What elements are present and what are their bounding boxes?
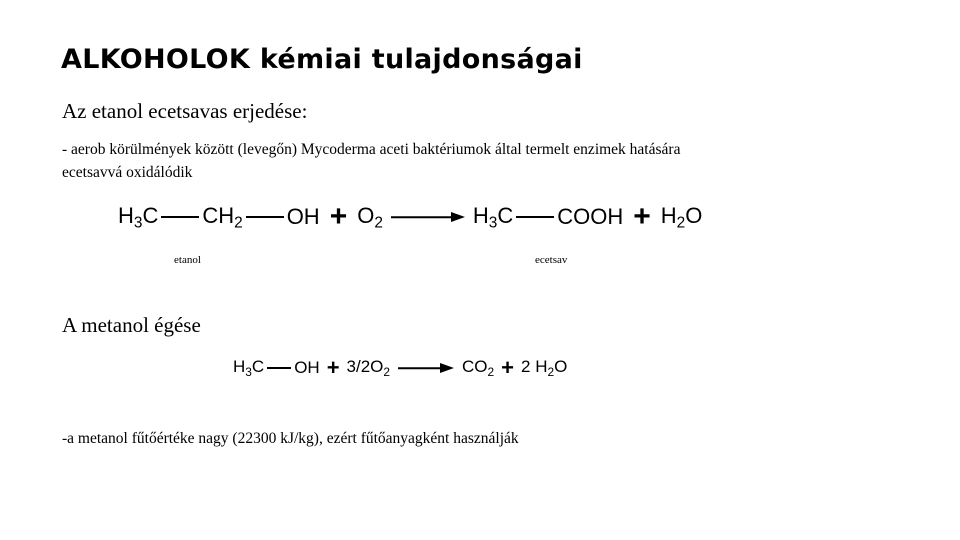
bond-line (161, 216, 199, 218)
plus-sign: + (329, 200, 348, 233)
bond-line (516, 216, 554, 218)
reaction-arrow-icon (398, 362, 454, 374)
plus-sign: + (326, 355, 340, 380)
reactant-oxygen: $O_2$ (357, 203, 383, 232)
product-co2: $CO_2$ (462, 357, 495, 380)
slide-title: ALKOHOLOK kémiai tulajdonságai (61, 44, 583, 75)
reactant-methanol: $H_3C$ (233, 357, 265, 380)
product-water: $H_2O$ (660, 203, 703, 232)
reaction-arrow-icon (391, 210, 465, 224)
section-heading-methanol: A metanol égése (62, 313, 201, 337)
reactant-ethanol: $H_3C$ (118, 203, 159, 232)
section-heading-ethanol: Az etanol ecetsavas erjedése: (62, 99, 308, 123)
ethanol-description-line1: - aerob körülmények között (levegőn) Mycoderma aceti baktériumok által termelt enzimek hatására (62, 141, 681, 158)
bond-line (246, 216, 284, 218)
reactant-oxygen: $3/2O_2$ (346, 357, 391, 380)
product-water: 2 $H_2O$ (521, 357, 568, 380)
ethanol-description-line2: ecetsavvá oxidálódik (62, 164, 193, 181)
label-ecetsav: ecetsav (535, 254, 568, 266)
plus-sign: + (633, 200, 651, 233)
ethanol-fermentation-equation: $H_3C$ $CH_2$ OH + $O_2$ $H_3C$ COOH + $H_2O$ (118, 200, 703, 233)
methanol-combustion-equation: $H_3C$ OH + $3/2O_2$ $CO_2 + 2$ $H_2O$ (233, 355, 568, 380)
bond-line (267, 367, 291, 369)
label-etanol: etanol (174, 254, 201, 266)
ethanol-description (62, 138, 680, 184)
methanol-note: -a metanol fűtőértéke nagy (22300 kJ/kg), ezért fűtőanyagként használják (62, 430, 519, 447)
product-acetic-acid: $H_3C$ (472, 203, 514, 232)
plus-sign: + (501, 355, 515, 380)
